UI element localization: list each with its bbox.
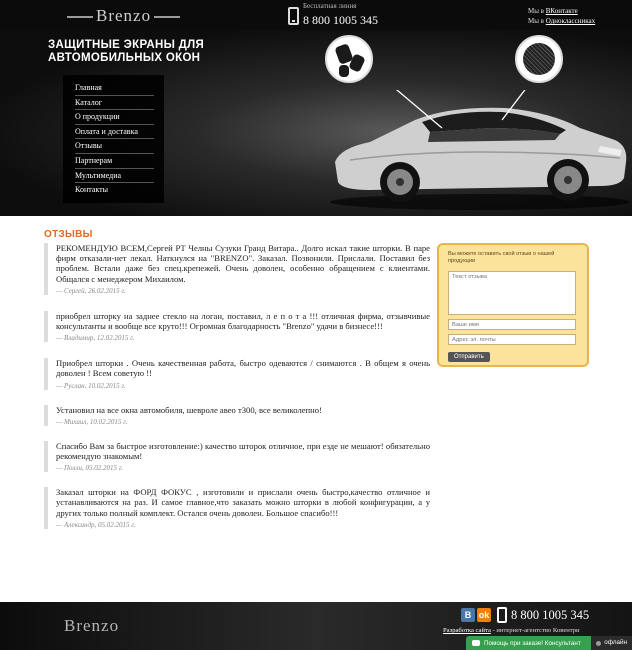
social-prefix-vk: Мы в xyxy=(528,7,544,15)
chat-status xyxy=(591,636,632,650)
review-item xyxy=(44,311,430,342)
main-menu xyxy=(63,75,164,203)
review-text: Заказал шторки на ФОРД ФОКУС , изготовили и прислали очень быстро,качество отличное и устанавливаются на раз. И самое главное,что заказать можно шторки в любой конфигурации, а у других только полный комплект. Остался очень доволен. Большое спасибо!!! xyxy=(56,487,430,518)
phone-number: 8 800 1005 345 xyxy=(303,13,378,27)
review-author: — Руслан, 10.02.2015 г. xyxy=(56,381,126,390)
phone-icon xyxy=(288,7,299,25)
review-item xyxy=(44,487,430,529)
product-mesh-lens xyxy=(515,35,563,83)
phone-label: Бесплатная линия xyxy=(303,2,357,10)
review-text: Установил на все окна автомобиля, шевроле авео т300, все великолепно! xyxy=(56,404,322,415)
footer-phone-number: 8 800 1005 345 xyxy=(511,607,590,622)
header-social xyxy=(528,6,595,26)
review-item xyxy=(44,405,430,426)
developer-name: - интернет-агентство Ковентри xyxy=(490,627,580,634)
top-bar xyxy=(0,0,632,30)
review-author: — Михаил, 10.02.2015 г. xyxy=(56,417,128,426)
ok-link[interactable]: Одноклассниках xyxy=(545,17,596,25)
review-item xyxy=(44,358,430,389)
form-note: Вы можете оставить свой отзыв о нашей продукции xyxy=(448,251,555,264)
menu-item-partners[interactable]: Партнерам xyxy=(75,154,154,169)
car-image xyxy=(330,90,630,210)
vk-link[interactable]: ВКонтакте xyxy=(545,7,578,15)
chat-widget[interactable] xyxy=(466,636,632,650)
developer-credit xyxy=(443,627,580,634)
ok-icon[interactable]: ok xyxy=(478,610,490,620)
review-author: — Александр, 05.02.2015 г. xyxy=(56,520,136,529)
menu-item-home[interactable]: Главная xyxy=(75,81,154,96)
social-prefix-ok: Мы в xyxy=(528,17,544,25)
review-text-field[interactable] xyxy=(448,271,576,315)
footer-phone xyxy=(497,607,589,623)
site-logo[interactable] xyxy=(64,6,183,26)
mesh-texture xyxy=(523,43,555,75)
hero-title xyxy=(48,39,204,65)
reviews-list xyxy=(44,243,430,539)
name-field[interactable] xyxy=(448,319,576,330)
review-text: РЕКОМЕНДУЮ ВСЕМ,Сергей РТ Челны Сузуки Гранд Витара.. Долго искал такие шторки. В паре фирм отказали-нет лекал. Наткнулся на "BRENZO". Заказал. Позвонили. Прислали. Поставил без проблем. Встали даже без спец.крепежей. Очень доволен, особенно обращением с клиентами. Общался с менеджером Михаилом. xyxy=(56,243,430,284)
review-item xyxy=(44,243,430,295)
chat-bubble-icon xyxy=(472,640,480,646)
review-author: — Владимир, 12.02.2015 г. xyxy=(56,334,135,343)
menu-item-payment[interactable]: Оплата и доставка xyxy=(75,125,154,140)
review-author: — Сергей, 26.02.2015 г. xyxy=(56,286,126,295)
logo-text: Brenzo xyxy=(96,6,152,25)
menu-item-multimedia[interactable]: Мультимедиа xyxy=(75,169,154,184)
review-item xyxy=(44,441,430,472)
product-clips-lens xyxy=(325,35,373,83)
page-title: ОТЗЫВЫ xyxy=(44,229,93,240)
developer-link[interactable]: Разработка сайта xyxy=(443,627,491,634)
vk-icon[interactable]: В xyxy=(461,608,475,622)
hero-title-line1: ЗАЩИТНЫЕ ЭКРАНЫ ДЛЯ xyxy=(48,39,205,51)
chat-label: Помощь при заказе! Консультант xyxy=(484,639,581,647)
menu-item-catalog[interactable]: Каталог xyxy=(75,96,154,111)
menu-item-about[interactable]: О продукции xyxy=(75,110,154,125)
phone-icon xyxy=(497,607,507,623)
header-phone xyxy=(288,3,378,28)
footer-logo[interactable]: Brenzo xyxy=(64,616,120,635)
review-form xyxy=(437,243,589,367)
email-field[interactable] xyxy=(448,334,576,345)
chat-status-text: офлайн xyxy=(604,639,627,646)
hero-title-line2: АВТОМОБИЛЬНЫХ ОКОН xyxy=(48,52,201,64)
review-text: Спасибо Вам за быстрое изготовление:) качество шторок отличное, при езде не мешают! обязательно рекомендую знакомым! xyxy=(56,440,430,462)
status-dot-icon xyxy=(596,641,601,646)
review-text: приобрел шторку на заднее стекло на логан, поставил, л е п о т а !!! отличная фирма, отзывчивые консультанты и вообще все круто!!! Огромная благодарность "Brenzo" удачи в бизнесе!!! xyxy=(56,310,430,332)
footer-social xyxy=(461,608,491,622)
review-author: — Полли, 05.02.2015 г. xyxy=(56,464,124,473)
hero-banner xyxy=(0,30,632,216)
menu-item-contacts[interactable]: Контакты xyxy=(75,185,109,195)
logo-wing-right xyxy=(154,16,180,18)
submit-review-button[interactable]: Отправить xyxy=(448,352,490,362)
review-text: Приобрел шторки . Очень качественная работа, быстро одеваются / снимаются . В общем я очень доволен ! Всем советую !! xyxy=(56,358,430,379)
menu-item-reviews[interactable]: Отзывы xyxy=(75,139,154,154)
logo-wing-left xyxy=(67,16,93,18)
